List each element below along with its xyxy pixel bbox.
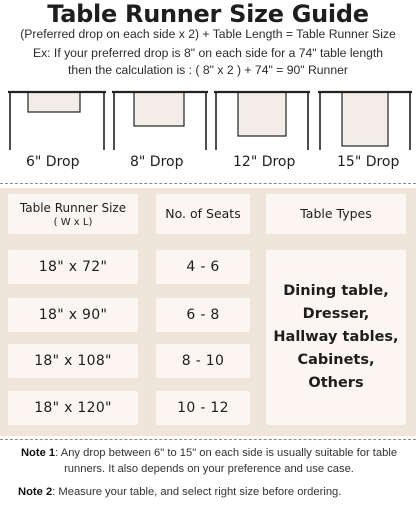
header-seats: No. of Seats (156, 194, 250, 234)
page-title: Table Runner Size Guide (47, 0, 369, 28)
header-table-types: Table Types (266, 194, 406, 234)
row-1-seats: 4 - 6 (156, 250, 250, 284)
drop-illustrations (0, 84, 416, 184)
table-illustration-8-drop (110, 84, 210, 152)
size-table (0, 188, 416, 436)
table-types-cell (266, 250, 406, 425)
note-1 (4, 445, 414, 477)
table-type-item: Hallway tables, (273, 329, 399, 345)
row-4-seats: 10 - 12 (156, 391, 250, 425)
drop-label-6: 6" Drop (26, 154, 80, 170)
row-3-size: 18" x 108" (8, 344, 138, 378)
header-runner-size (8, 194, 138, 234)
row-2-size: 18" x 90" (8, 298, 138, 332)
table-type-item: Cabinets, (297, 352, 375, 368)
divider-bottom (0, 439, 416, 440)
table-type-item: Dining table, (283, 283, 389, 299)
note-2 (18, 484, 414, 500)
row-1-size: 18" x 72" (8, 250, 138, 284)
table-illustration-6-drop (6, 84, 108, 152)
header-runner-size-label: Table Runner Size (19, 200, 127, 215)
drop-label-15: 15" Drop (337, 154, 400, 170)
row-2-seats: 6 - 8 (156, 298, 250, 332)
example-line-1: Ex: If your preferred drop is 8" on each side for a 74" table length (32, 46, 384, 60)
note-2-label: Note 2 (18, 486, 53, 498)
row-4-size: 18" x 120" (8, 391, 138, 425)
table-type-item: Dresser, (302, 306, 370, 322)
header-runner-size-sub: ( W x L) (53, 216, 93, 228)
table-type-item: Others (308, 375, 364, 391)
note-1-text: : Any drop between 6" to 15" on each side is usually suitable for table runners. It also depends on your preference and use case. (55, 447, 398, 475)
formula-text: (Preferred drop on each side x 2) + Table Length = Table Runner Size (20, 27, 396, 41)
drop-label-12: 12" Drop (233, 154, 296, 170)
divider-top (0, 183, 416, 184)
note-1-label: Note 1 (20, 447, 56, 459)
table-illustration-15-drop (316, 84, 414, 152)
example-line-2: then the calculation is : ( 8" x 2 ) + 74" = 90" Runner (68, 63, 348, 77)
table-illustration-12-drop (212, 84, 312, 152)
drop-label-8: 8" Drop (130, 154, 184, 170)
note-2-text: : Measure your table, and select right size before ordering. (52, 486, 342, 498)
row-3-seats: 8 - 10 (156, 344, 250, 378)
